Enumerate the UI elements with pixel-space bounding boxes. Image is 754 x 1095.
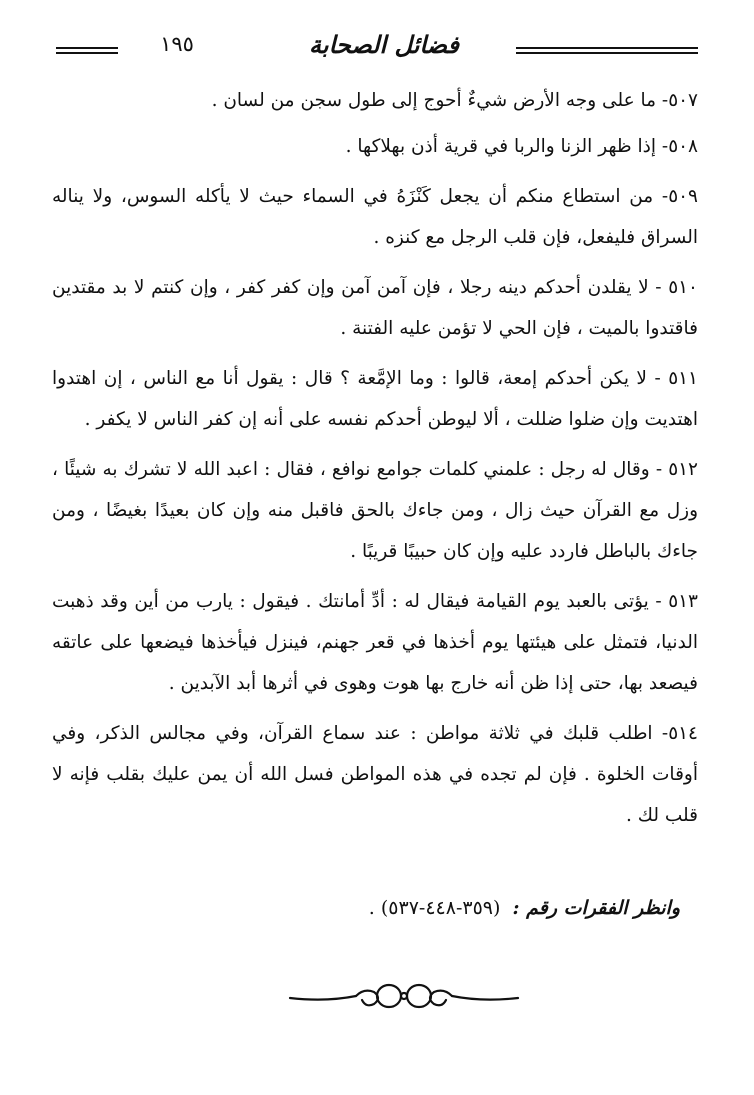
see-also-label: وانظر الفقرات رقم : (512, 897, 680, 919)
entry-512: ٥١٢ - وقال له رجل : علمني كلمات جوامع نوافع ، فقال : اعبد الله لا تشرك به شيئًا ، وزل مع القرآن حيث زال ، ومن جاءك بالحق فاقبل منه وإن كان بعيدًا بغيضًا ، ومن جاءك بالباطل فاردد عليه وإن كان حبيبًا قريبًا . (52, 459, 698, 562)
decorative-ornament-icon (286, 976, 522, 1016)
body-text (52, 80, 698, 836)
header-rule-right (516, 47, 698, 49)
page-header (56, 30, 698, 70)
see-also-refs: (٣٥٩-٤٤٨-٥٣٧) . (368, 897, 501, 919)
running-title: فضائل الصحابة (309, 30, 459, 59)
entry-513: ٥١٣ - يؤتى بالعبد يوم القيامة فيقال له : أدِّ أمانتك . فيقول : يارب من أين وقد ذهبت الدنيا، فتمثل على هيئتها يوم أخذها في قعر جهنم، فينزل فيأخذها فيضعها على عاتقه فيصعد بها، حتى إذا ظن أنه خارج بها هوت وهوى في أثرها أبد الآبدين . (52, 591, 698, 694)
entry-514: ٥١٤- اطلب قلبك في ثلاثة مواطن : عند سماع القرآن، وفي مجالس الذكر، وفي أوقات الخلوة . فإن لم تجده في هذه المواطن فسل الله أن يمن عليك بقلب فإنه لا قلب لك . (52, 723, 698, 826)
entry-508: ٥٠٨- إذا ظهر الزنا والربا في قرية أذن بهلاكها . (345, 136, 698, 157)
see-also-note (300, 888, 680, 928)
entry-509: ٥٠٩- من استطاع منكم أن يجعل كَنْزَهُ في السماء حيث لا يأكله السوس، ولا يناله السراق فليفعل، فإن قلب الرجل مع كنزه . (52, 186, 698, 248)
entry-510: ٥١٠ - لا يقلدن أحدكم دينه رجلا ، فإن آمن آمن وإن كفر كفر ، وإن كنتم لا بد مقتدين فاقتدوا بالميت ، فإن الحي لا تؤمن عليه الفتنة . (52, 277, 698, 339)
header-rule-left (56, 47, 118, 49)
entry-511: ٥١١ - لا يكن أحدكم إمعة، قالوا : وما الإمَّعة ؟ قال : يقول أنا مع الناس ، إن اهتدوا اهتديت وإن ضلوا ضللت ، ألا ليوطن أحدكم نفسه على أنه إن كفر الناس لا يكفر . (52, 368, 698, 430)
page-number: ١٩٥ (160, 32, 194, 56)
entry-507: ٥٠٧- ما على وجه الأرض شيءٌ أحوج إلى طول سجن من لسان . (211, 90, 698, 111)
